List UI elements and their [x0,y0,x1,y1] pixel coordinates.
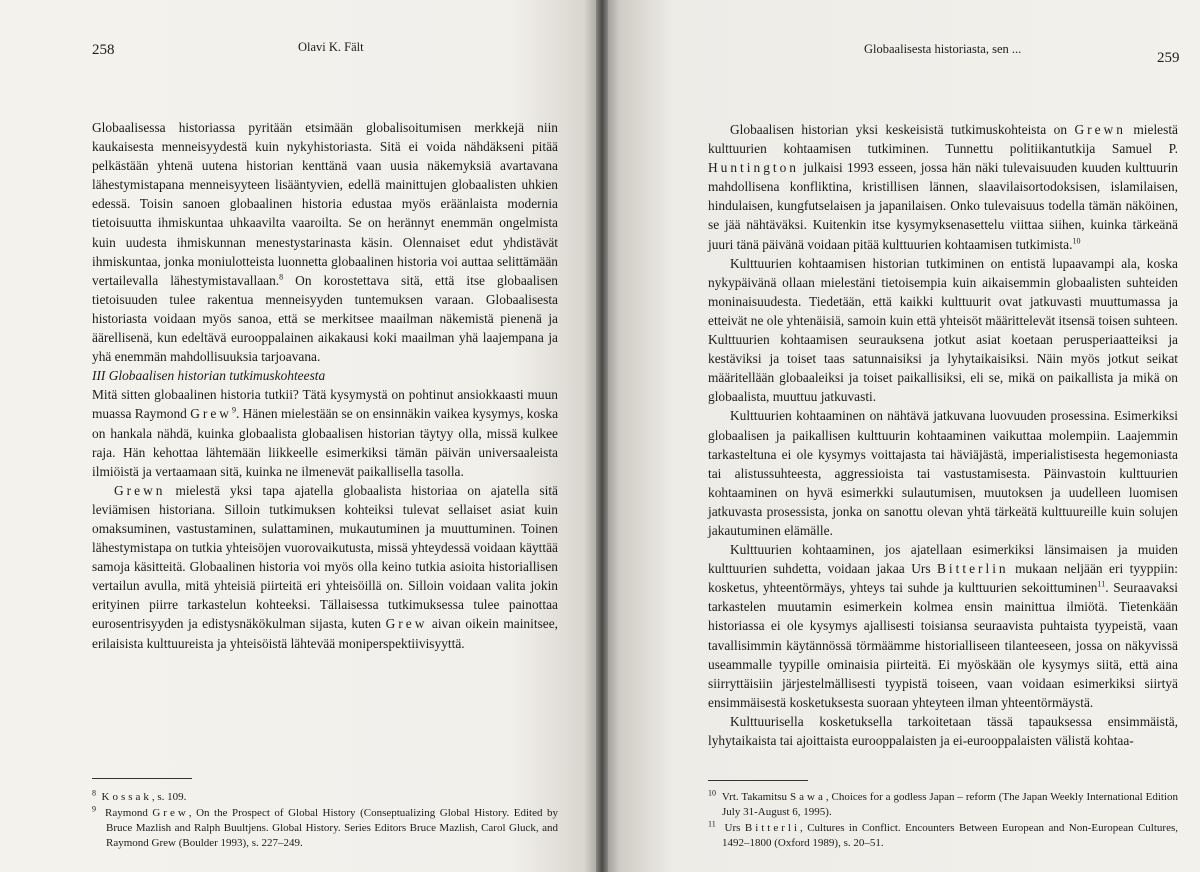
right-footnotes [708,790,1178,852]
right-paragraph-1: Globaalisen historian yksi keskeisistä tutkimuskohteista on Grewn mielestä kulttuurien kohtaamisen tutkiminen. Tunnettu politiikantutkija Samuel P. Huntington julkaisi 1993 esseen, jossa hän näki tulevaisuuden kuuden kulttuurin mahdollisena konfliktina, kristillisen lännen, slaavilaisortodoksisen, islamilaisen, hindulaisen, kungfutselaisen ja japanilaisen. Onko tulevaisuus todella tämän näköinen, se jää nähtäväksi. Kuitenkin itse kysymyksenasettelu viittaa siihen, kuinka tärkeänä juuri tänä päivänä voidaan pitää kulttuurien kohtaamisen tutkimista.$^{10}$ [708,122,1178,252]
footnote-9: $^9$ Raymond Grew, On the Prospect of Global History (Conseptualizing Global History. Edited by Bruce Mazlish and Ralph Buultjens. Global History. Series Editors Bruce Mazlish, Carol Gluck, and Raymond Grew (Boulder 1993), s. 227–249. [92,804,558,849]
right-paragraph-4: Kulttuurien kohtaaminen, jos ajatellaan esimerkiksi länsimaisen ja muiden kulttuurien suhdetta, voidaan jakaa Urs Bitterlin mukaan neljään eri tyyppiin: kosketus, yhteentörmäys, yhteys tai suhde ja kulttuurien sekoittuminen$^{11}$. Seuraavaksi tarkastelen muutamin esimerkein kolmea ensin mainittua ilmiötä. Tietenkään historiassa ei ole kysymys ajallisesti toisiansa seuraavista puhtaista tyypeistä, vaan tavallisimmin käytännössä törmäämme historialliseen tilanteeseen, jossa on näkyvissä useammalle tyypille ominaisia piirteitä. Ei myöskään ole kysymys siitä, että aina siirryttäisiin järjestelmällisesti tyypistä toiseen, vaan voidaan esimerkiksi siirtyä ensimmäisestä kosketuksesta suoraan yhteyteen ilman yhteentörmäystä. [708,542,1178,710]
footnote-ref-9: 9 [231,405,236,415]
footnote-separator [92,778,192,779]
left-paragraph-1: Globaalisessa historiassa pyritään etsimään globalisoitumisen merkkejä niin kaukaisesta menneisyydestä kuin nykyhistoriasta. Sitä ei voida nähdäkseni pitää pelkästään yhtenä uutena historian kenttänä vaan uusia näkemyksiä avartavana lähestymistapana menneisyyteen lisääntyvien, edellä mainittujen globaalisten uhkien edessä. Toisin sanoen globaalinen historia edustaa myös eräänlaista modernia tietoisuutta ihmiskuntaa uhkaavilta vaaroilta. Se on herännyt enemmän ongelmista kuin uudesta ihmiskunnan menestystarinasta käsin. Olennaiset edut yhdistävät ihmiskuntaa, jonka moniulotteista luonnetta globaalinen historia voi auttaa selittämään vertailevalla lähestymistavallaan.$^8$ On korostettava sitä, että itse globaalisen tietoisuuden tulee rakentua menneisyyden tuntemuksen varaan. Globaalisesta historiasta voidaan myös sanoa, että se merkitsee maailman näkemistä pienenä ja äärellisenä, kun edeltävä eurooppalainen aikakausi koki maailman yhä laajempana ja yhä enemmän mahdollisuuksia tarjoavana. [92,120,558,365]
footnote-ref-11: 11 [1097,579,1106,589]
footnote-10: $^{10}$ Vrt. Takamitsu Sawa, Choices for a godless Japan – reform (The Japan Weekly International Edition July 31-August 6, 1995). [708,788,1179,818]
left-footnotes [92,790,558,852]
right-page [602,0,1200,872]
author-name-huntington: Huntington [708,160,800,176]
left-body-text [92,118,558,653]
right-page-number: 259 [1157,50,1180,66]
right-body-text [708,120,1178,750]
left-running-head: Olavi K. Fält [298,40,364,54]
section-heading: III Globaalisen historian tutkimuskohteesta [92,368,326,384]
footnote-ref-8: 8 [279,272,284,282]
left-paragraph-3: Grewn mielestä yksi tapa ajatella globaalista historiaa on ajatella sitä leviämisen historiana. Silloin tutkimuksen kohteiksi tulevat sellaiset asiat kuin omaksuminen, vastustaminen, sulattaminen, mukautuminen ja muuttuminen. Toinen lähestymistapa on tutkia yhteisöjen vuorovaikutusta, missä yhteydessä voidaan käyttää samoja käsitteitä. Globaalinen historia voi myös olla keino tutkia asioita historiallisen vertailun avulla, mitä yhteisiä piirteitä eri yhteisöillä on. Silloin voidaan valita jokin erityinen piirre tarkastelun kohteeksi. Tällaisessa tutkimuksessa tulee painottaa eurosentrisyyden ja edistysnäkökulman sijasta, kuten Grew aivan oikein mainitsee, erilaisista kulttuureista ja yhteisöistä lähtevää moniperspektiivisyyttä. [92,482,559,651]
left-page-number: 258 [92,42,115,58]
right-running-head: Globaalisesta historiasta, sen ... [864,42,1022,56]
right-paragraph-2: Kulttuurien kohtaamisen historian tutkiminen on entistä lupaavampi ala, koska nykypäivänä ollaan mielestäni tietoisempia kuin aikaisemmin globaalisten suhteiden moninaisuudesta. Tiedetään, että kaikki kulttuurit ovat jatkuvasti muuttumassa ja etteivät ne ole yhtenäisiä, samoin kuin että yhteisöt määrittelevät itsensä toisen suhteen. Kulttuurien kohtaamisen seurauksena jotkut asiat koetaan perusperiaatteiksi ja kestäviksi ja toiset taas satunnaisiksi ja lyhytaikaisiksi. Näin myös jotkut seikat määritellään globaaleiksi ja toiset paikallisiksi, eli se, mikä on paikallista ja mikä on globaalista, muuttuu jatkuvasti. [708,255,1178,405]
author-name-grew: Grew [190,406,232,422]
footnote-8: $^8$ Kossak, s. 109. [92,788,187,803]
left-paragraph-2: Mitä sitten globaalinen historia tutkii? Tätä kysymystä on pohtinut ansiokkaasti muun muassa Raymond Grew$^9$. Hänen mielestään se on ensinnäkin vaikea kysymys, koska on hankala nähdä, kuinka globaalista globaalisen historian täytyy olla, missä kulkee raja. Hän kehottaa lähtemään liikkeelle esimerkiksi tämän päivän universaaleista ilmiöistä ja vertaamaan sitä, kuinka ne ilmenevät paikallisella tasolla. [92,387,559,479]
footnote-ref-10: 10 [1072,236,1081,246]
book-gutter [596,0,608,872]
author-name-bitterli: Bitterlin [937,561,1009,577]
footnote-separator-right [708,780,808,781]
right-paragraph-3: Kulttuurien kohtaaminen on nähtävä jatkuvana luovuuden prosessina. Esimerkiksi globaalisen ja paikallisen kulttuurin kohtaaminen vaikuttaa molempiin. Laajemmin tarkasteltuna ei ole kysymys voittajasta tai häviäjästä, imperialistisesta hegemoniasta tai alistussuhteesta, aggressioista tai vastustamisesta. Päinvastoin kulttuurien kohtaaminen on hyvä esimerkki sulautumisen, muutoksen ja uudelleen luomisen jatkuvasta prosessista, jonka on sanottu olevan yhtä tärkeätä kulttuureille kuin solujen jakautuminen elämälle. [708,408,1178,538]
footnote-11: $^{11}$ Urs Bitterli, Cultures in Conflict. Encounters Between European and Non-European Cultures, 1492–1800 (Oxford 1989), s. 20–51. [708,819,1178,849]
right-paragraph-5: Kulttuurisella kosketuksella tarkoitetaan tässä tapauksessa ensimmäistä, lyhytaikaista tai ajoittaista eurooppalaisten ja ei-eurooppalaisten välistä kohtaa- [708,713,1178,748]
author-name-grewn: Grewn [1074,122,1126,137]
